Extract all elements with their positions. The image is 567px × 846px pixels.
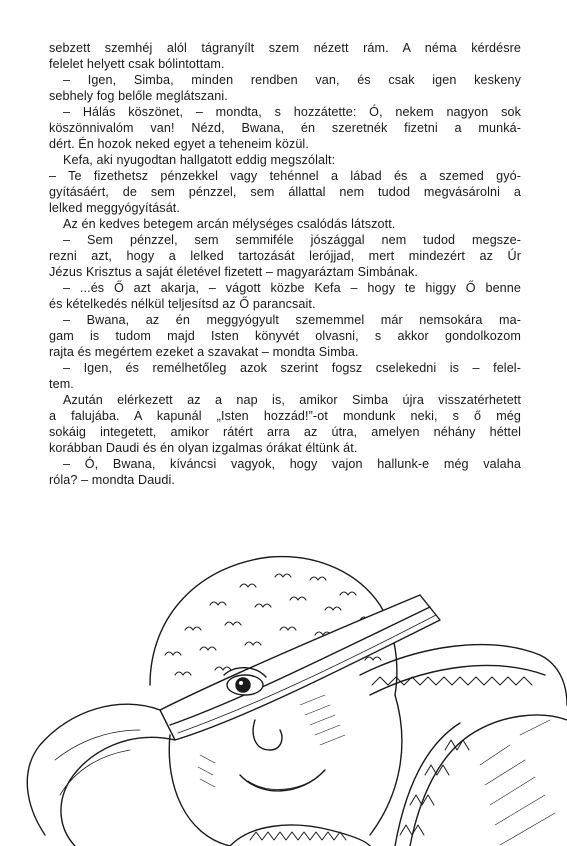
text-line: róla? – mondta Daudi.	[49, 473, 176, 487]
text-line: sebhely fog belőle meglátszani.	[49, 89, 228, 103]
text-line: – Sem pénzzel, sem semmiféle jószággal nem tudod megsze-	[63, 233, 521, 247]
text-line: Azután elérkezett az a nap is, amikor Simba újra visszatérhetett	[63, 393, 521, 407]
text-line: – Igen, Simba, minden rendben van, és csak igen keskeny	[63, 73, 521, 87]
text-line: – Ó, Bwana, kíváncsi vagyok, hogy vajon hallunk-e még valaha	[63, 457, 521, 471]
text-line: rajta és megértem ezeket a szavakat – mondta Simba.	[49, 345, 359, 359]
text-line: gyításáért, de sem pénzzel, sem állattal nem tudod megvásárolni a	[49, 185, 521, 199]
illustration-simba	[0, 535, 567, 846]
text-line: Jézus Krisztus a saját életével fizetett – magyaráztam Simbának.	[49, 265, 418, 279]
text-line: – Bwana, az én meggyógyult szememmel már nemsokára ma-	[63, 313, 521, 327]
text-line: és kételkedés nélkül teljesítsd az Ő parancsait.	[49, 297, 316, 311]
text-line: felelet helyett csak bólintottam.	[49, 57, 225, 71]
text-line: – Igen, és remélhetőleg azok szerint fogsz cselekedni is – felel-	[63, 361, 521, 375]
text-line: sebzett szemhéj alól tágranyílt szem nézett rám. A néma kérdésre	[49, 41, 521, 55]
text-line: Az én kedves betegem arcán mélységes csalódás látszott.	[63, 217, 396, 231]
text-line: Kefa, aki nyugodtan hallgatott eddig megszólalt:	[63, 153, 336, 167]
text-line: dért. Én hozok neked egyet a teheneim közül.	[49, 137, 309, 151]
page-body-text	[49, 40, 521, 488]
text-line: köszönnivalóm van! Nézd, Bwana, én szeretnék fizetni a munká-	[49, 121, 521, 135]
text-line: sokáig integetett, amikor rátért arra az útra, amelyen néhány héttel	[49, 425, 521, 439]
text-line: tem.	[49, 377, 74, 391]
text-line: – Te fizethetsz pénzekkel vagy tehénnel a lábad és a szemed gyó-	[49, 169, 521, 183]
text-line: rezni azt, hogy a lelked tartozását leróјјad, mert mindezért az Úr	[49, 249, 521, 263]
text-line: – ...és Ő azt akarja, – vágott közbe Kefa – hogy te higgy Ő benne	[63, 281, 521, 295]
text-line: gam is tudom majd Isten könyvét olvasni, s akkor gondolkozom	[49, 329, 521, 343]
text-line: – Hálás köszönet, – mondta, s hozzátette: Ó, nekem nagyon sok	[63, 105, 521, 119]
text-line: lelked meggyógyítását.	[49, 201, 181, 215]
text-line: a falujába. A kapunál „Isten hozzád!”-ot mondunk neki, s ő még	[49, 409, 521, 423]
text-line: korábban Daudi és én olyan izgalmas órákat éltünk át.	[49, 441, 358, 455]
